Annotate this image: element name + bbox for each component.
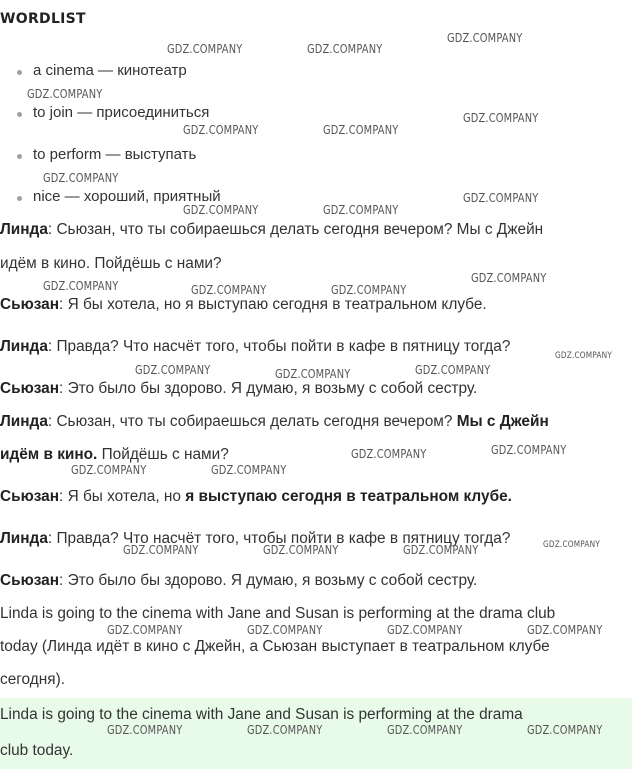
watermark: GDZ.COMPANY [27, 87, 103, 101]
speaker-name: Линда [0, 338, 48, 355]
watermark: GDZ.COMPANY [543, 540, 601, 550]
dialogue-line [0, 413, 549, 431]
highlighted-text: идём в кино. [0, 446, 98, 463]
speaker-name: Сьюзан [0, 572, 60, 589]
answer-line: club today. [0, 742, 74, 759]
wordlist-heading: WORDLIST [0, 11, 86, 27]
watermark: GDZ.COMPANY [211, 463, 287, 477]
watermark: GDZ.COMPANY [331, 283, 407, 297]
watermark: GDZ.COMPANY [43, 279, 119, 293]
dialogue-line [0, 221, 543, 239]
line-text: : Я бы хотела, но я выступаю сегодня в театральном клубе. [59, 296, 487, 313]
watermark: GDZ.COMPANY [183, 123, 259, 137]
watermark: GDZ.COMPANY [447, 31, 523, 45]
watermark: GDZ.COMPANY [43, 171, 119, 185]
line-text: Пойдёшь с нами? [97, 446, 229, 463]
watermark: GDZ.COMPANY [191, 283, 267, 297]
line-text: : Сьюзан, что ты собираешься делать сегодня вечером? Мы с Джейн [47, 221, 544, 238]
list-item: to join — присоединиться [0, 104, 209, 121]
speaker-name: Сьюзан [0, 488, 60, 505]
dialogue-line [0, 572, 477, 590]
watermark: GDZ.COMPANY [387, 723, 463, 737]
watermark: GDZ.COMPANY [323, 203, 399, 217]
dialogue-line-continued [0, 446, 229, 464]
watermark: GDZ.COMPANY [491, 443, 567, 457]
watermark: GDZ.COMPANY [247, 723, 323, 737]
watermark: GDZ.COMPANY [107, 723, 183, 737]
watermark: GDZ.COMPANY [107, 623, 183, 637]
dialogue-line-continued [0, 255, 222, 273]
watermark: GDZ.COMPANY [307, 42, 383, 56]
watermark: GDZ.COMPANY [135, 363, 211, 377]
watermark: GDZ.COMPANY [71, 463, 147, 477]
watermark: GDZ.COMPANY [323, 123, 399, 137]
watermark: GDZ.COMPANY [527, 623, 603, 637]
line-text: идём в кино. Пойдёшь с нами? [0, 255, 222, 272]
translation-line: Linda is going to the cinema with Jane and Susan is performing at the drama club [0, 605, 556, 622]
watermark: GDZ.COMPANY [275, 367, 351, 381]
watermark: GDZ.COMPANY [387, 623, 463, 637]
watermark: GDZ.COMPANY [183, 203, 259, 217]
translation-line: today (Линда идёт в кино с Джейн, а Сьюзан выступает в театральном клубе [0, 638, 550, 655]
line-text: : Я бы хотела, но [59, 488, 186, 505]
watermark: GDZ.COMPANY [555, 351, 613, 361]
watermark: GDZ.COMPANY [263, 543, 339, 557]
speaker-name: Линда [0, 530, 48, 547]
watermark: GDZ.COMPANY [167, 42, 243, 56]
line-text: : Это было бы здорово. Я думаю, я возьму с собой сестру. [59, 572, 478, 589]
dialogue-line [0, 296, 487, 314]
speaker-name: Сьюзан [0, 296, 60, 313]
dialogue-line [0, 338, 510, 356]
line-text: : Это было бы здорово. Я думаю, я возьму с собой сестру. [59, 380, 478, 397]
speaker-name: Линда [0, 221, 48, 238]
watermark: GDZ.COMPANY [527, 723, 603, 737]
speaker-name: Сьюзан [0, 380, 60, 397]
list-item: nice — хороший, приятный [0, 188, 221, 205]
watermark: GDZ.COMPANY [247, 623, 323, 637]
watermark: GDZ.COMPANY [463, 191, 539, 205]
answer-line: Linda is going to the cinema with Jane and Susan is performing at the drama [0, 706, 523, 723]
watermark: GDZ.COMPANY [471, 271, 547, 285]
speaker-name: Линда [0, 413, 48, 430]
highlighted-text: Мы с Джейн [456, 413, 549, 430]
line-text: : Правда? Что насчёт того, чтобы пойти в кафе в пятницу тогда? [47, 338, 511, 355]
line-text: : Сьюзан, что ты собираешься делать сегодня вечером? [47, 413, 457, 430]
watermark: GDZ.COMPANY [463, 111, 539, 125]
dialogue-line [0, 488, 512, 506]
highlighted-text: я выступаю сегодня в театральном клубе. [185, 488, 512, 505]
list-item: to perform — выступать [0, 146, 196, 163]
translation-line: сегодня). [0, 671, 65, 688]
watermark: GDZ.COMPANY [403, 543, 479, 557]
watermark: GDZ.COMPANY [351, 447, 427, 461]
watermark: GDZ.COMPANY [123, 543, 199, 557]
watermark: GDZ.COMPANY [415, 363, 491, 377]
list-item: a cinema — кинотеатр [0, 62, 187, 79]
dialogue-line [0, 380, 477, 398]
line-text: : Правда? Что насчёт того, чтобы пойти в кафе в пятницу тогда? [47, 530, 511, 547]
